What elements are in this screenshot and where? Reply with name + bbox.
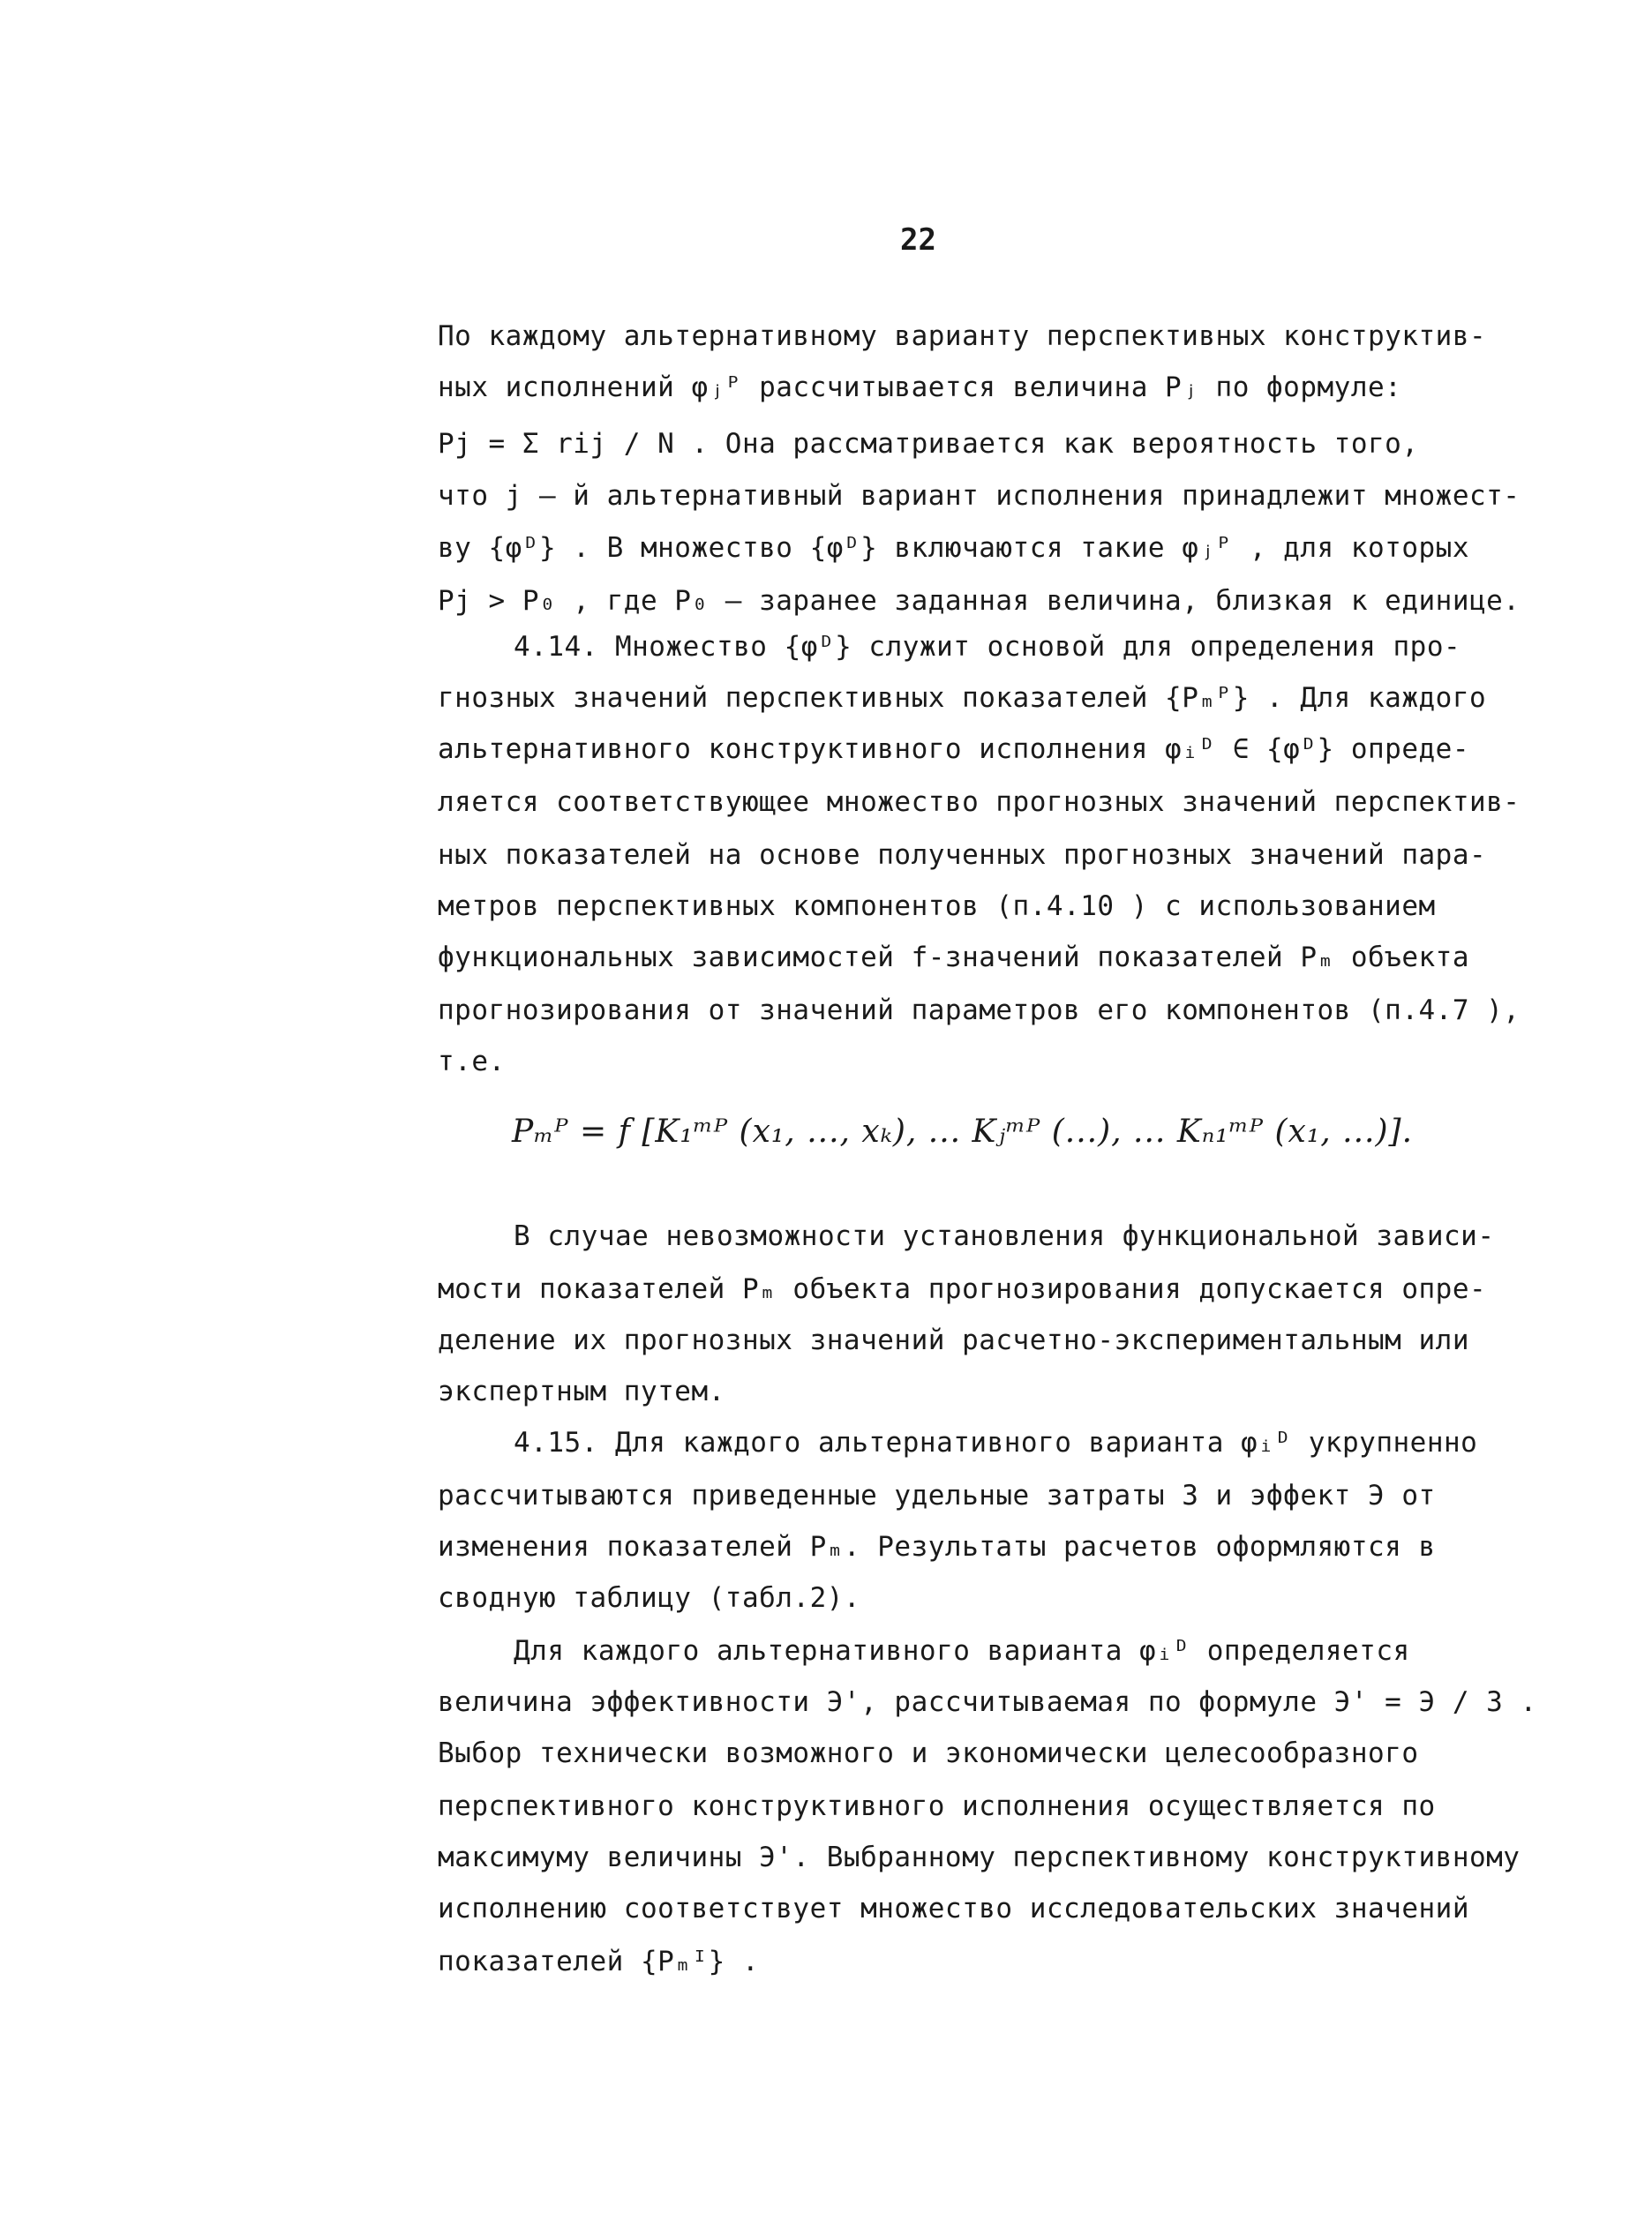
text-line: что j – й альтернативный вариант исполнения принадлежит множест- (438, 480, 1521, 512)
text-line: Pj > P₀ , где P₀ – заранее заданная величина, близкая к единице. (438, 585, 1521, 617)
text-line: величина эффективности Э', рассчитываемая по формуле Э' = Э / З . (438, 1686, 1537, 1718)
text-line: По каждому альтернативному варианту перспективных конструктив- (438, 320, 1487, 352)
text-line: Для каждого альтернативного варианта φᵢᴰ определяется (514, 1635, 1410, 1667)
formula: Pₘᴾ = f [K₁ᵐᴾ (x₁, ..., xₖ), ... Kⱼᵐᴾ (...), ... Kₙ₁ᵐᴾ (x₁, ...)]. (512, 1114, 1414, 1150)
text-line: ных исполнений φⱼᴾ рассчитывается величина Pⱼ по формуле: (438, 371, 1402, 403)
text-line: метров перспективных компонентов (п.4.10 ) с использованием (438, 890, 1436, 922)
text-line: ву {φᴰ} . В множество {φᴰ} включаются такие φⱼᴾ , для которых (438, 532, 1469, 564)
text-line: 4.14. Множество {φᴰ} служит основой для определения про- (514, 631, 1461, 663)
text-line: Pj = Σ rij / N . Она рассматривается как вероятность того, (438, 428, 1419, 460)
text-line: В случае невозможности установления функциональной зависи- (514, 1220, 1495, 1252)
text-line: Выбор технически возможного и экономически целесообразного (438, 1737, 1419, 1769)
text-line: т.е. (438, 1046, 506, 1077)
page-number: 22 (900, 222, 936, 258)
text-line: функциональных зависимостей f-значений показателей Pₘ объекта (438, 942, 1469, 973)
text-line: деление их прогнозных значений расчетно-экспериментальным или (438, 1324, 1469, 1356)
text-line: перспективного конструктивного исполнения осуществляется по (438, 1790, 1436, 1822)
text-line: сводную таблицу (табл.2). (438, 1582, 861, 1614)
text-line: ных показателей на основе полученных прогнозных значений пара- (438, 839, 1487, 871)
text-line: рассчитываются приведенные удельные затраты З и эффект Э от (438, 1480, 1436, 1512)
text-line: экспертным путем. (438, 1376, 725, 1407)
text-line: ляется соответствующее множество прогнозных значений перспектив- (438, 786, 1521, 818)
text-line: изменения показателей Pₘ. Результаты расчетов оформляются в (438, 1531, 1436, 1563)
text-line: гнозных значений перспективных показателей {Pₘᴾ} . Для каждого (438, 682, 1487, 714)
text-line: прогнозирования от значений параметров его компонентов (п.4.7 ), (438, 994, 1521, 1026)
text-line: альтернативного конструктивного исполнения φᵢᴰ ∈ {φᴰ} опреде- (438, 733, 1469, 765)
text-line: исполнению соответствует множество исследовательских значений (438, 1893, 1469, 1925)
text-line: 4.15. Для каждого альтернативного варианта φᵢᴰ укрупненно (514, 1427, 1478, 1459)
text-line: мости показателей Pₘ объекта прогнозирования допускается опре- (438, 1273, 1487, 1305)
text-line: показателей {Pₘᴵ} . (438, 1946, 760, 1977)
text-line: максимуму величины Э'. Выбранному перспективному конструктивному (438, 1842, 1521, 1873)
